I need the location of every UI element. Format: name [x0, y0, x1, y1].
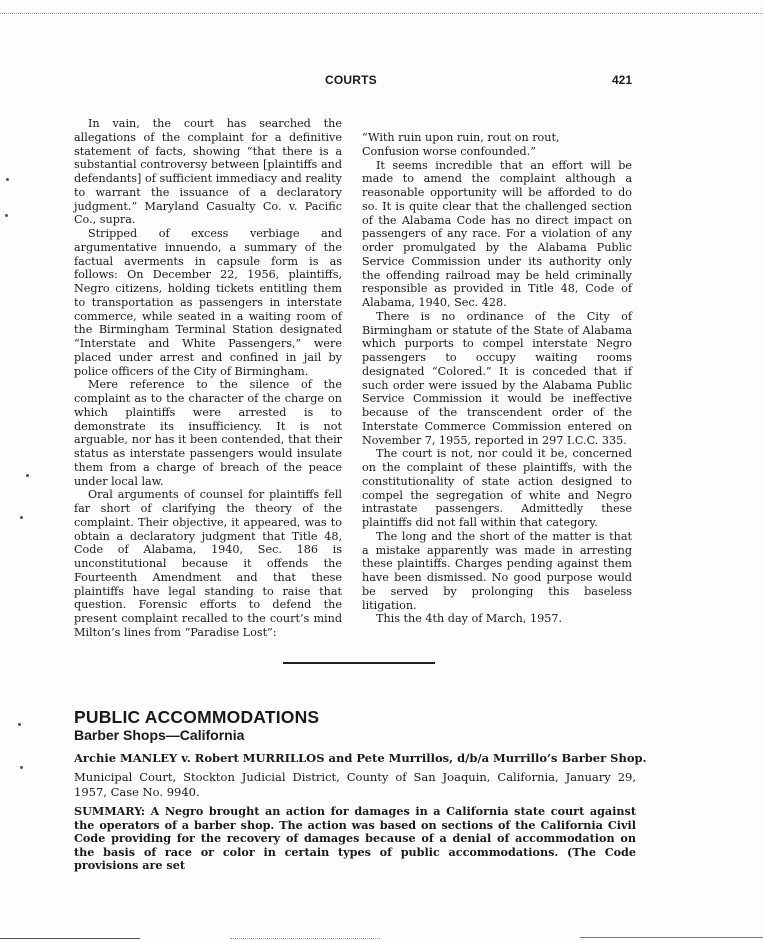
section-subtitle: Barber Shops—California: [74, 727, 245, 743]
bottom-scan-rule: [0, 938, 140, 939]
court-info: Municipal Court, Stockton Judicial District, County of San Joaquin, California, January 29, 1957, Case No. 9940.: [74, 770, 636, 799]
scan-speck: [20, 766, 23, 769]
case-summary: SUMMARY: A Negro brought an action for damages in a California state court against the operators of a barber shop. The action was based on sections of the California Civil Code providing for the recovery of damages because of a denial of accommodation on the basis of race or color in certain types of public accommodations. (The Code provisions are set: [74, 804, 636, 872]
page-number: 421: [612, 73, 633, 87]
paragraph: The long and the short of the matter is that a mistake apparently was made in arresting these plaintiffs. Charges pending against them have been dismissed. No good purpose would be served by prolonging this baseless litigation.: [362, 529, 632, 612]
scan-speck: [20, 516, 23, 519]
running-header-title: COURTS: [325, 73, 377, 87]
paragraph: There is no ordinance of the City of Birmingham or statute of the State of Alabama which purports to compel interstate Negro passengers to occupy waiting rooms designated “Colored.” It is conceded that if such order were issued by the Alabama Public Service Commission it would be ineffective because of the transcendent order of the Interstate Commerce Commission entered on November 7, 1955, reported in 297 I.C.C. 335.: [362, 309, 632, 447]
paragraph: Mere reference to the silence of the complaint as to the character of the charge on which plaintiffs were arrested is to demonstrate its insufficiency. It is not arguable, nor has it been contended, that their status as interstate passengers would insulate them from a charge of breach of the peace under local law.: [74, 378, 342, 488]
section-title: PUBLIC ACCOMMODATIONS: [74, 707, 320, 727]
bottom-scan-rule: [230, 938, 380, 939]
verse-line-1: “With ruin upon ruin, rout on rout,: [362, 131, 560, 144]
top-scan-rule: [0, 13, 763, 14]
scan-speck: [26, 474, 29, 477]
scan-speck: [5, 214, 8, 217]
case-title: Archie MANLEY v. Robert MURRILLOS and Pete Murrillos, d/b/a Murrillo’s Barber Shop.: [74, 751, 647, 765]
left-column: [74, 117, 342, 640]
scan-speck: [18, 723, 21, 726]
paragraph: Stripped of excess verbiage and argumentative innuendo, a summary of the factual averments in capsule form is as follows: On December 22, 1956, plaintiffs, Negro citizens, holding tickets entitling them to transportation as passengers in interstate commerce, while seated in a waiting room of the Birmingham Terminal Station designated “Interstate and White Passengers,” were placed under arrest and confined in jail by police officers of the City of Birmingham.: [74, 227, 342, 378]
date-line: This the 4th day of March, 1957.: [376, 612, 563, 626]
paragraph: It seems incredible that an effort will be made to amend the complaint although a reasonable opportunity will be afforded to do so. It is quite clear that the challenged section of the Alabama Code has no direct impact on passengers of any race. For a violation of any order promulgated by the Alabama Public Service Commission under its authority only the offending railroad may be held criminally responsible as provided in Title 48, Code of Alabama, 1940, Sec. 428.: [362, 158, 632, 309]
paragraph: In vain, the court has searched the allegations of the complaint for a definitive statement of facts, showing “that there is a substantial controversy between [plaintiffs and defendants] of sufficient immediacy and reality to warrant the issuance of a declaratory judgment.” Maryland Casualty Co. v. Pacific Co., supra.: [74, 117, 342, 227]
paragraph: Oral arguments of counsel for plaintiffs fell far short of clarifying the theory of the complaint. Their objective, it appeared, was to obtain a declaratory judgment that Title 48, Code of Alabama, 1940, Sec. 186 is unconstitutional because it offends the Fourteenth Amendment and that these plaintiffs have legal standing to raise that question. Forensic efforts to defend the present complaint recalled to the court’s mind Milton’s lines from “Paradise Lost”:: [74, 488, 342, 639]
section-separator-rule: [283, 662, 435, 664]
verse-line-2: Confusion worse confounded.”: [362, 144, 536, 158]
paragraph: The court is not, nor could it be, concerned on the complaint of these plaintiffs, with the constitutionality of state action designed to compel the segregation of white and Negro intrastate passengers. Admittedly these plaintiffs did not fall within that category.: [362, 447, 632, 529]
scan-speck: [6, 178, 9, 181]
bottom-scan-rule: [580, 937, 763, 938]
right-column: [362, 117, 632, 626]
